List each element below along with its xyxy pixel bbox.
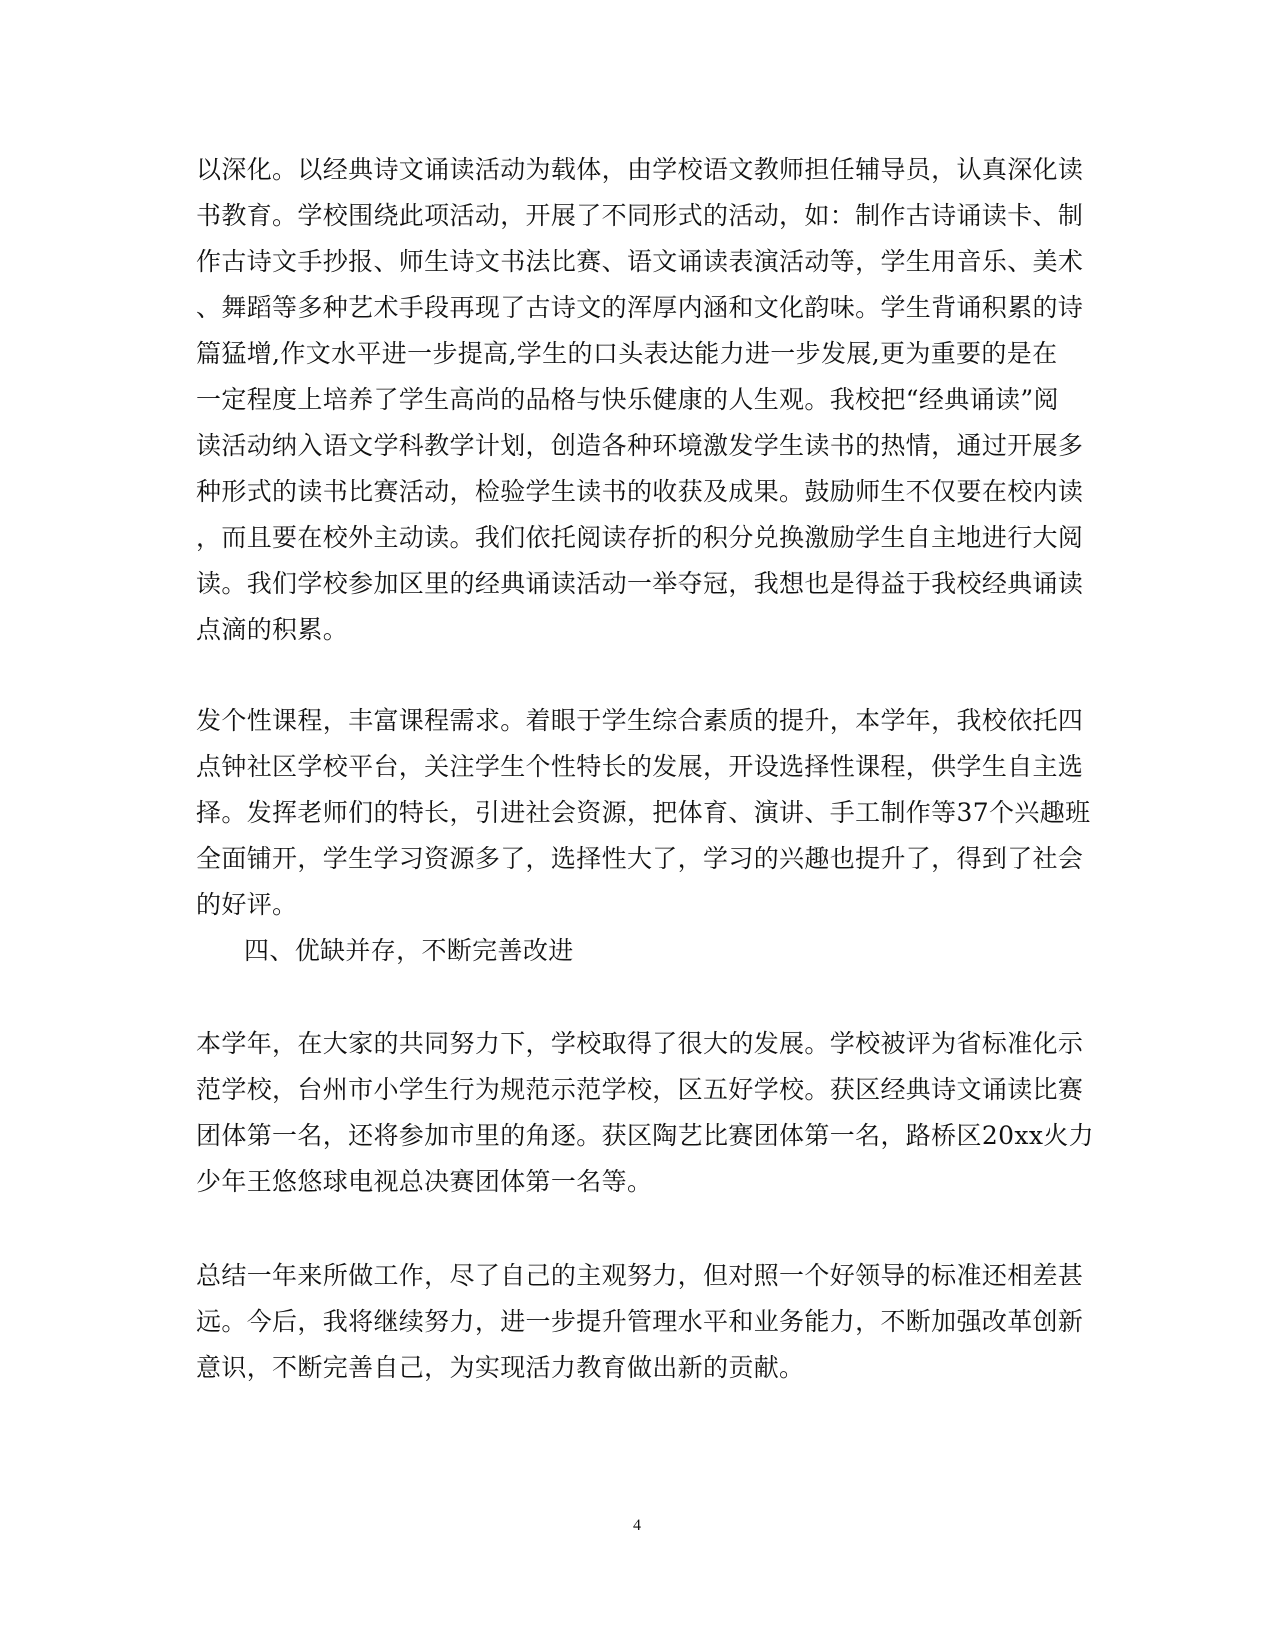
text-line: 作古诗文手抄报、师生诗文书法比赛、语文诵读表演活动等，学生用音乐、美术 — [196, 247, 1084, 276]
text-line: 一定程度上培养了学生高尚的品格与快乐健康的人生观。我校把“经典诵读”阅 — [196, 385, 1059, 414]
text-line: 总结一年来所做工作，尽了自己的主观努力，但对照一个好领导的标准还相差甚 — [196, 1261, 1084, 1290]
text-line: 团体第一名，还将参加市里的角逐。获区陶艺比赛团体第一名，路桥区20xx火力 — [196, 1121, 1094, 1150]
text-line: ，而且要在校外主动读。我们依托阅读存折的积分兑换激励学生自主地进行大阅 — [196, 523, 1084, 552]
text-line: 发个性课程，丰富课程需求。着眼于学生综合素质的提升，本学年，我校依托四 — [196, 706, 1084, 735]
text-line: 范学校，台州市小学生行为规范示范学校，区五好学校。获区经典诗文诵读比赛 — [196, 1075, 1084, 1104]
text-line: 远。今后，我将继续努力，进一步提升管理水平和业务能力，不断加强改革创新 — [196, 1307, 1084, 1336]
text-line: 本学年，在大家的共同努力下，学校取得了很大的发展。学校被评为省标准化示 — [196, 1029, 1084, 1058]
text-line: 种形式的读书比赛活动，检验学生读书的收获及成果。鼓励师生不仅要在校内读 — [196, 477, 1084, 506]
text-line: 少年王悠悠球电视总决赛团体第一名等。 — [196, 1167, 653, 1196]
text-line: 、舞蹈等多种艺术手段再现了古诗文的浑厚内涵和文化韵味。学生背诵积累的诗 — [196, 293, 1084, 322]
page-number: 4 — [633, 1517, 641, 1534]
text-line: 意识，不断完善自己，为实现活力教育做出新的贡献。 — [196, 1353, 805, 1382]
text-line: 读。我们学校参加区里的经典诵读活动一举夺冠，我想也是得益于我校经典诵读 — [196, 569, 1084, 598]
section-heading: 四、优缺并存，不断完善改进 — [244, 936, 574, 965]
text-line: 篇猛增,作文水平进一步提高,学生的口头表达能力进一步发展,更为重要的是在 — [196, 339, 1058, 368]
text-line: 书教育。学校围绕此项活动，开展了不同形式的活动，如：制作古诗诵读卡、制 — [196, 201, 1084, 230]
text-line: 点钟社区学校平台，关注学生个性特长的发展，开设选择性课程，供学生自主选 — [196, 752, 1084, 781]
text-line: 全面铺开，学生学习资源多了，选择性大了，学习的兴趣也提升了，得到了社会 — [196, 844, 1084, 873]
text-line: 择。发挥老师们的特长，引进社会资源，把体育、演讲、手工制作等37个兴趣班 — [196, 798, 1091, 827]
text-line: 的好评。 — [196, 890, 298, 919]
text-line: 点滴的积累。 — [196, 615, 349, 644]
text-line: 读活动纳入语文学科教学计划，创造各种环境激发学生读书的热情，通过开展多 — [196, 431, 1084, 460]
text-line: 以深化。以经典诗文诵读活动为载体，由学校语文教师担任辅导员，认真深化读 — [196, 155, 1084, 184]
